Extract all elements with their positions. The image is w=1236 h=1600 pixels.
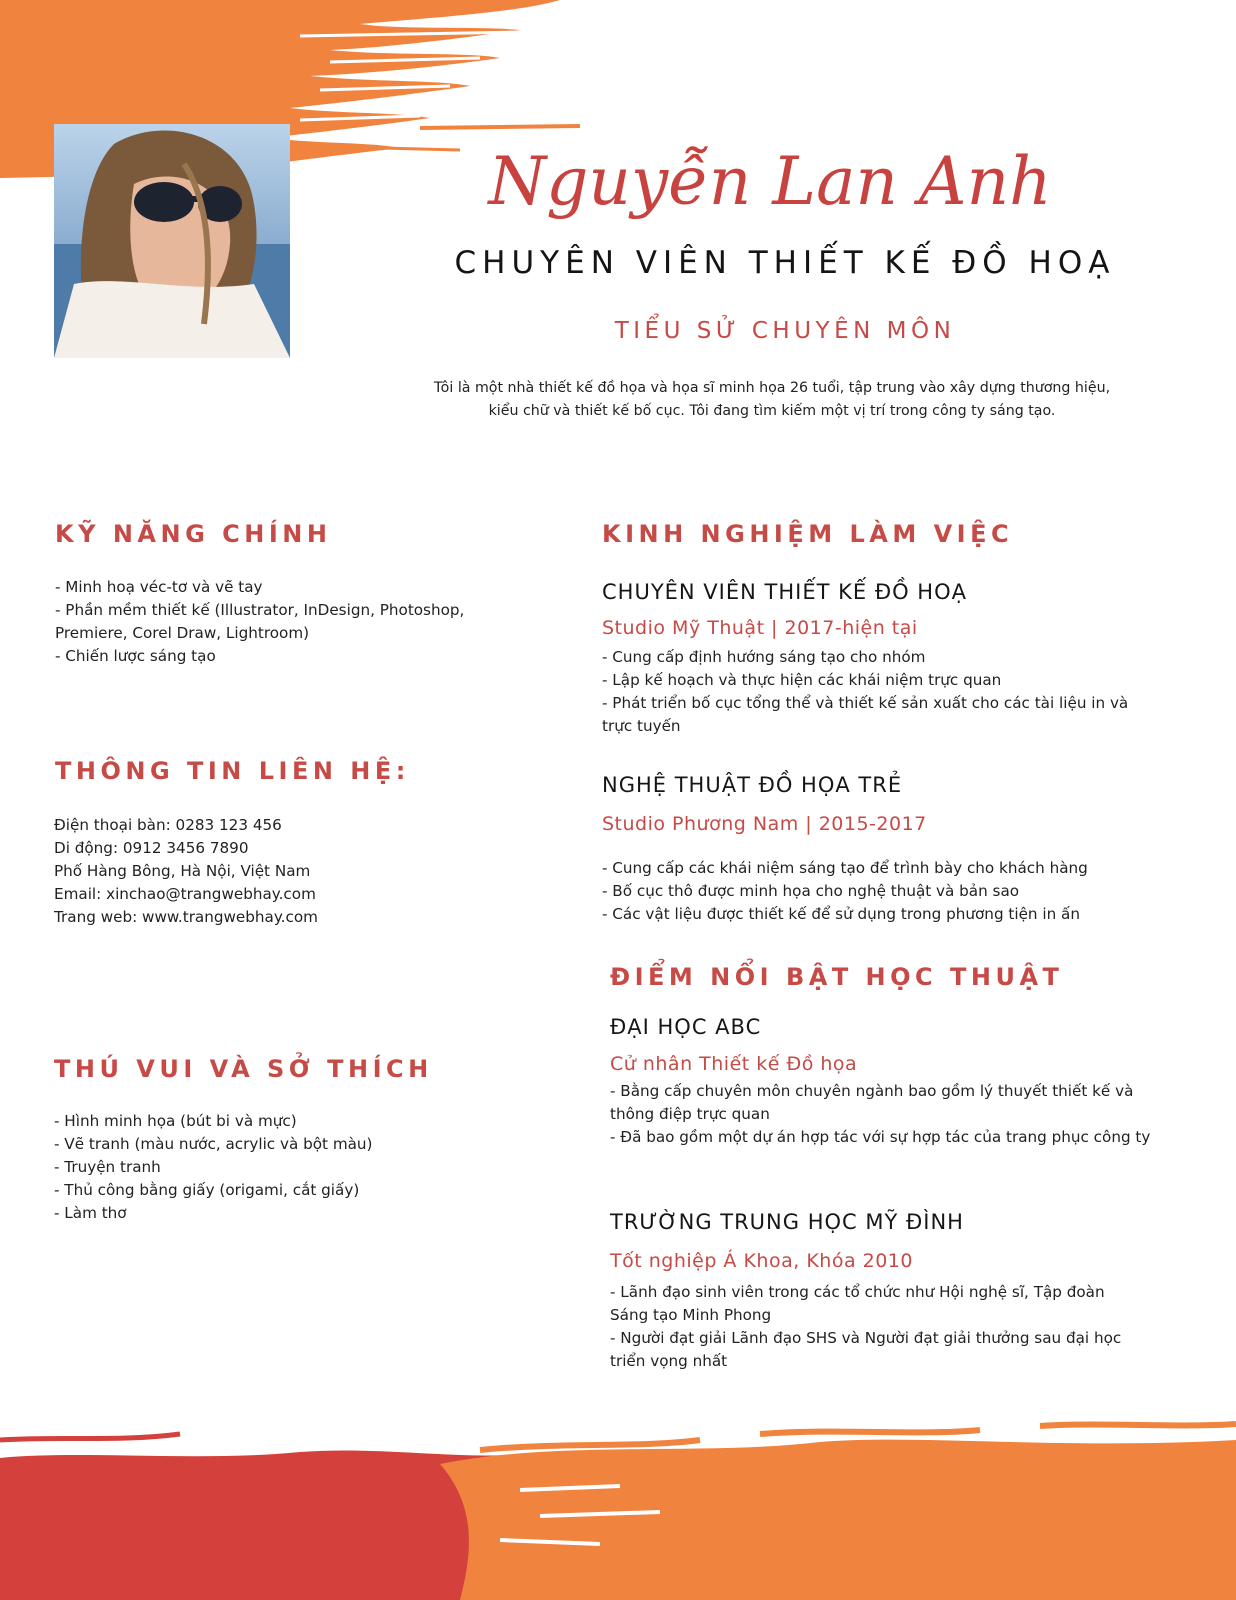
- contact-mobile: Di động: 0912 3456 7890: [54, 839, 249, 857]
- list-item: - Cung cấp các khái niệm sáng tạo để trình bày cho khách hàng: [602, 859, 1088, 877]
- list-item: - Phần mềm thiết kế (Illustrator, InDesign, Photoshop,: [55, 601, 465, 619]
- candidate-name: Nguyễn Lan Anh: [488, 143, 1052, 220]
- bio-line: kiểu chữ và thiết kế bố cục. Tôi đang tìm kiếm một vị trí trong công ty sáng tạo.: [488, 403, 1056, 419]
- skills-heading: KỸ NĂNG CHÍNH: [55, 520, 332, 548]
- hobbies-list: [54, 1110, 372, 1225]
- list-item: Premiere, Corel Draw, Lightroom): [55, 624, 310, 642]
- list-item: thông điệp trực quan: [610, 1105, 770, 1123]
- contact-website: Trang web: www.trangwebhay.com: [54, 908, 318, 926]
- list-item: - Làm thơ: [54, 1204, 127, 1222]
- job-org: Studio Phương Nam | 2015-2017: [602, 813, 927, 835]
- hobbies-heading: THÚ VUI VÀ SỞ THÍCH: [54, 1055, 433, 1083]
- school-name: TRƯỜNG TRUNG HỌC MỸ ĐÌNH: [610, 1210, 964, 1234]
- job-role: CHUYÊN VIÊN THIẾT KẾ ĐỒ HOẠ: [602, 580, 967, 604]
- education-heading: ĐIỂM NỔI BẬT HỌC THUẬT: [610, 963, 1064, 991]
- list-item: - Cung cấp định hướng sáng tạo cho nhóm: [602, 648, 926, 666]
- list-item: - Người đạt giải Lãnh đạo SHS và Người đạt giải thưởng sau đại học: [610, 1329, 1122, 1347]
- school-degree: Tốt nghiệp Á Khoa, Khóa 2010: [610, 1250, 913, 1272]
- list-item: - Vẽ tranh (màu nước, acrylic và bột màu): [54, 1135, 373, 1153]
- school-degree: Cử nhân Thiết kế Đồ họa: [610, 1053, 858, 1075]
- bio-line: Tôi là một nhà thiết kế đồ họa và họa sĩ minh họa 26 tuổi, tập trung vào xây dựng thương hiệu,: [433, 380, 1111, 396]
- school-notes: [610, 1080, 1150, 1149]
- list-item: - Chiến lược sáng tạo: [55, 647, 216, 665]
- list-item: - Phát triển bố cục tổng thể và thiết kế sản xuất cho các tài liệu in và: [602, 694, 1129, 712]
- list-item: triển vọng nhất: [610, 1352, 728, 1370]
- list-item: - Minh hoạ véc-tơ và vẽ tay: [55, 578, 263, 596]
- skills-list: [55, 576, 464, 668]
- experience-heading: KINH NGHIỆM LÀM VIỆC: [602, 520, 1014, 548]
- list-item: - Đã bao gồm một dự án hợp tác với sự hợp tác của trang phục công ty: [610, 1128, 1151, 1146]
- job-title: CHUYÊN VIÊN THIẾT KẾ ĐỒ HOẠ: [454, 245, 1116, 281]
- contact-list: [54, 814, 318, 929]
- profile-photo: [54, 124, 290, 358]
- list-item: - Hình minh họa (bút bi và mực): [54, 1112, 297, 1130]
- list-item: - Thủ công bằng giấy (origami, cắt giấy): [54, 1181, 360, 1199]
- job-role: NGHỆ THUẬT ĐỒ HỌA TRẺ: [602, 773, 903, 797]
- school-name: ĐẠI HỌC ABC: [610, 1015, 762, 1039]
- list-item: trực tuyến: [602, 717, 681, 735]
- contact-heading: THÔNG TIN LIÊN HỆ:: [55, 757, 410, 785]
- list-item: - Lãnh đạo sinh viên trong các tổ chức như Hội nghệ sĩ, Tập đoàn: [610, 1283, 1105, 1301]
- list-item: - Lập kế hoạch và thực hiện các khái niệm trực quan: [602, 671, 1002, 689]
- contact-email: Email: xinchao@trangwebhay.com: [54, 885, 316, 903]
- contact-address: Phố Hàng Bông, Hà Nội, Việt Nam: [54, 862, 311, 880]
- list-item: - Bố cục thô được minh họa cho nghệ thuật và bản sao: [602, 882, 1020, 900]
- job-duties: [602, 857, 1088, 926]
- list-item: - Bằng cấp chuyên môn chuyên ngành bao gồm lý thuyết thiết kế và: [610, 1082, 1134, 1100]
- contact-phone: Điện thoại bàn: 0283 123 456: [54, 816, 282, 834]
- job-org: Studio Mỹ Thuật | 2017-hiện tại: [602, 617, 918, 639]
- bottom-brush-decoration: [0, 1420, 1236, 1600]
- school-notes: [610, 1281, 1121, 1373]
- list-item: - Các vật liệu được thiết kế để sử dụng trong phương tiện in ấn: [602, 905, 1080, 923]
- job-duties: [602, 646, 1128, 738]
- bio-heading: TIỂU SỬ CHUYÊN MÔN: [614, 318, 956, 344]
- list-item: - Truyện tranh: [54, 1158, 161, 1176]
- list-item: Sáng tạo Minh Phong: [610, 1306, 772, 1324]
- bio-text: [392, 377, 1152, 423]
